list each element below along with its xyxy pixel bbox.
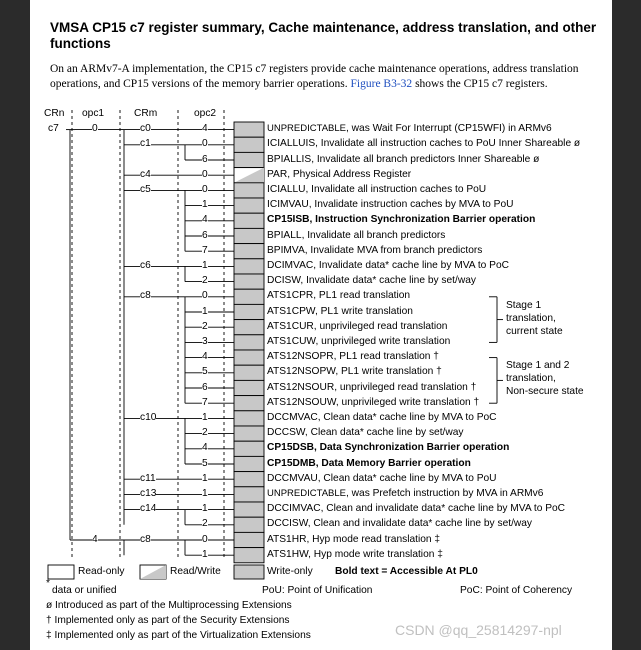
register-description: , unprivileged read translation † bbox=[334, 381, 477, 393]
opc2-value: 0 bbox=[202, 290, 208, 302]
opc2-value: 0 bbox=[202, 183, 208, 195]
register-name: ATS12NSOUR bbox=[267, 381, 335, 393]
register-description: , Data Synchronization Barrier operation bbox=[314, 442, 510, 454]
group-label: Stage 1 and 2 bbox=[506, 360, 570, 372]
register-box bbox=[234, 335, 264, 350]
opc2-value: 2 bbox=[202, 275, 208, 287]
register-desc bbox=[267, 503, 565, 515]
register-description: , Clean data* cache line by MVA to PoC bbox=[317, 411, 497, 423]
crm-value: c1 bbox=[140, 138, 151, 150]
opc2-value: 2 bbox=[202, 320, 208, 332]
register-box bbox=[234, 304, 264, 319]
crm-value: c0 bbox=[140, 123, 151, 135]
note-data-unified: data or unified bbox=[52, 585, 117, 596]
opc2-value: 1 bbox=[202, 548, 208, 560]
opc2-value: 6 bbox=[202, 229, 208, 241]
opc2-value: 1 bbox=[202, 503, 208, 515]
opc2-value: 6 bbox=[202, 381, 208, 393]
register-name: ATS1CPR bbox=[267, 290, 314, 302]
figure-link[interactable]: Figure B3-32 bbox=[350, 78, 413, 90]
opc2-value: 7 bbox=[202, 396, 208, 408]
register-name: ATS1CPW bbox=[267, 305, 315, 317]
register-description: , PL1 write translation † bbox=[335, 366, 442, 378]
register-name: DCCIMVAC bbox=[267, 503, 321, 515]
header-crm: CRm bbox=[134, 108, 158, 119]
register-desc bbox=[267, 442, 509, 454]
register-name: PAR bbox=[267, 168, 288, 180]
legend-read-only-box bbox=[48, 565, 74, 579]
register-desc bbox=[267, 184, 486, 196]
register-box bbox=[234, 320, 264, 335]
header-crn: CRn bbox=[44, 108, 65, 119]
register-box bbox=[234, 426, 264, 441]
register-desc bbox=[267, 245, 482, 257]
register-desc bbox=[267, 154, 539, 166]
register-description: , unprivileged write translation † bbox=[335, 396, 480, 408]
register-description: , unprivileged read translation bbox=[313, 320, 448, 332]
legend-write-only-box bbox=[234, 565, 264, 579]
register-description: , Hyp mode write translation ‡ bbox=[308, 548, 443, 560]
register-box bbox=[234, 365, 264, 380]
page-title: VMSA CP15 c7 register summary, Cache maintenance, address translation, and other functions bbox=[50, 20, 597, 51]
register-name: ATS12NSOUW bbox=[267, 396, 336, 408]
register-description: , unprivileged write translation bbox=[315, 335, 451, 347]
register-description: , Clean data* cache line by MVA to PoU bbox=[317, 472, 497, 484]
opc2-value: 1 bbox=[202, 199, 208, 211]
register-name: ATS1HR bbox=[267, 533, 307, 545]
register-description: , Invalidate all branch predictors bbox=[301, 229, 446, 241]
register-name: DCCSW bbox=[267, 427, 305, 439]
note-star: * bbox=[46, 578, 50, 589]
register-description: , Clean and invalidate data* cache line by MVA to PoC bbox=[320, 503, 566, 515]
register-box bbox=[234, 487, 264, 502]
register-description: , Hyp mode read translation ‡ bbox=[306, 533, 441, 545]
crm-value: c6 bbox=[140, 259, 151, 271]
crm-value: c13 bbox=[140, 487, 157, 499]
register-desc bbox=[267, 290, 410, 302]
register-name: ICIALLU bbox=[267, 183, 306, 195]
crm-value: c8 bbox=[140, 533, 151, 545]
register-box bbox=[234, 122, 264, 137]
register-desc bbox=[267, 230, 445, 242]
register-box bbox=[234, 244, 264, 259]
register-name: ATS1HW bbox=[267, 548, 309, 560]
register-desc bbox=[267, 169, 411, 181]
register-desc bbox=[267, 473, 497, 485]
register-desc bbox=[267, 518, 532, 530]
note-mp: ø Introduced as part of the Multiprocessing Extensions bbox=[46, 600, 292, 611]
register-box bbox=[234, 198, 264, 213]
register-box bbox=[234, 274, 264, 289]
register-desc bbox=[267, 351, 439, 363]
register-name: ATS1CUW bbox=[267, 335, 316, 347]
opc2-value: 5 bbox=[202, 366, 208, 378]
register-desc bbox=[267, 366, 442, 378]
legend-bold-note: Bold text = Accessible At PL0 bbox=[335, 566, 478, 577]
register-name: CP15DMB bbox=[267, 457, 316, 469]
group-label: Stage 1 bbox=[506, 299, 542, 311]
register-name: UNPREDICTABLE bbox=[267, 123, 347, 135]
register-box bbox=[234, 472, 264, 487]
opc2-value: 5 bbox=[202, 457, 208, 469]
register-box bbox=[234, 259, 264, 274]
note-pou: PoU: Point of Unification bbox=[262, 585, 373, 596]
register-box bbox=[234, 152, 264, 167]
register-name: DCCMVAC bbox=[267, 411, 318, 423]
opc2-value: 1 bbox=[202, 411, 208, 423]
register-desc bbox=[267, 306, 413, 318]
register-desc bbox=[267, 488, 543, 500]
register-description: , Invalidate data* cache line by MVA to PoC bbox=[313, 259, 509, 271]
register-desc bbox=[267, 549, 443, 561]
register-name: ATS1CUR bbox=[267, 320, 314, 332]
register-description: , Clean data* cache line by set/way bbox=[304, 427, 464, 439]
crm-value: c10 bbox=[140, 411, 157, 423]
register-name: CP15ISB bbox=[267, 214, 310, 226]
register-desc bbox=[267, 534, 440, 546]
opc2-value: 2 bbox=[202, 518, 208, 530]
register-name: ATS12NSOPR bbox=[267, 351, 334, 363]
header-opc2: opc2 bbox=[194, 108, 217, 119]
opc1-value: 4 bbox=[92, 533, 98, 545]
opc2-value: 1 bbox=[202, 472, 208, 484]
register-desc bbox=[267, 199, 514, 211]
crm-value: c4 bbox=[140, 168, 151, 180]
register-box bbox=[234, 441, 264, 456]
register-name: DCCISW bbox=[267, 518, 308, 530]
crm-value: c5 bbox=[140, 183, 151, 195]
register-name: UNPREDICTABLE bbox=[267, 487, 347, 499]
opc2-value: 6 bbox=[202, 153, 208, 165]
legend-write-only: Write-only bbox=[267, 566, 313, 577]
register-description: , was Prefetch instruction by MVA in ARMv6 bbox=[346, 487, 544, 499]
legend-read-only: Read-only bbox=[78, 566, 125, 577]
register-desc bbox=[267, 214, 535, 226]
register-box bbox=[234, 228, 264, 243]
register-description: , Instruction Synchronization Barrier operation bbox=[309, 214, 536, 226]
note-security: † Implemented only as part of the Security Extensions bbox=[46, 615, 290, 626]
register-description: , Invalidate all branch predictors Inner Shareable ø bbox=[311, 153, 540, 165]
register-desc bbox=[267, 123, 552, 135]
register-description: , PL1 read translation † bbox=[333, 351, 439, 363]
register-name: CP15DSB bbox=[267, 442, 314, 454]
register-box bbox=[234, 289, 264, 304]
register-description: , Invalidate MVA from branch predictors bbox=[304, 244, 483, 256]
legend-read-write: Read/Write bbox=[170, 566, 221, 577]
register-box bbox=[234, 396, 264, 411]
note-poc: PoC: Point of Coherency bbox=[460, 585, 573, 596]
register-box bbox=[234, 548, 264, 563]
intro-text-after: shows the CP15 c7 registers. bbox=[412, 78, 548, 90]
register-description: , Invalidate data* cache line by set/way bbox=[300, 275, 476, 287]
crm-value: c14 bbox=[140, 503, 157, 515]
register-description: , Physical Address Register bbox=[287, 168, 412, 180]
register-box bbox=[234, 380, 264, 395]
register-box bbox=[234, 213, 264, 228]
opc2-value: 2 bbox=[202, 427, 208, 439]
register-description: , PL1 write translation bbox=[314, 305, 413, 317]
crm-value: c8 bbox=[140, 290, 151, 302]
group-label: translation, bbox=[506, 373, 556, 385]
register-description: , Invalidate all instruction caches to PoU bbox=[305, 183, 487, 195]
register-name: ATS12NSOPW bbox=[267, 366, 336, 378]
register-desc bbox=[267, 397, 479, 409]
register-box bbox=[234, 456, 264, 471]
opc2-value: 4 bbox=[202, 351, 208, 363]
opc2-value: 1 bbox=[202, 259, 208, 271]
intro-text-before: On an ARMv7-A implementation, the CP15 c7 registers provide cache maintenance operations, address translation operations, and CP15 versions of the memory barrier operations. bbox=[50, 63, 579, 90]
register-name: ICIMVAU bbox=[267, 199, 309, 211]
register-box bbox=[234, 137, 264, 152]
crm-value: c11 bbox=[140, 472, 156, 484]
register-name: DCIMVAC bbox=[267, 259, 314, 271]
opc2-value: 4 bbox=[202, 214, 208, 226]
register-box bbox=[234, 183, 264, 198]
register-desc bbox=[267, 382, 476, 394]
opc2-value: 0 bbox=[202, 138, 208, 150]
register-description: , Invalidate instruction caches by MVA to PoU bbox=[308, 199, 514, 211]
register-box bbox=[234, 350, 264, 365]
register-name: DCCMVAU bbox=[267, 472, 318, 484]
opc2-value: 3 bbox=[202, 335, 208, 347]
register-description: , Data Memory Barrier operation bbox=[315, 457, 471, 469]
watermark: CSDN @qq_25814297-npl bbox=[395, 622, 562, 638]
register-desc bbox=[267, 336, 450, 348]
register-desc bbox=[267, 260, 509, 272]
register-desc bbox=[267, 458, 471, 470]
crn-value: c7 bbox=[48, 123, 59, 135]
register-name: ICIALLUIS bbox=[267, 138, 316, 150]
register-description: , Clean and invalidate data* cache line by set/way bbox=[307, 518, 533, 530]
register-description: , was Wait For Interrupt (CP15WFI) in ARMv6 bbox=[346, 123, 552, 135]
register-box bbox=[234, 532, 264, 547]
register-desc bbox=[267, 138, 580, 150]
register-desc bbox=[267, 427, 464, 439]
register-name: BPIMVA bbox=[267, 244, 305, 256]
register-name: BPIALL bbox=[267, 229, 302, 241]
opc2-value: 4 bbox=[202, 442, 208, 454]
register-box bbox=[234, 411, 264, 426]
register-desc bbox=[267, 412, 497, 424]
opc2-value: 1 bbox=[202, 487, 208, 499]
register-name: BPIALLIS bbox=[267, 153, 312, 165]
opc2-value: 0 bbox=[202, 533, 208, 545]
group-label: Non-secure state bbox=[506, 386, 584, 398]
opc1-value: 0 bbox=[92, 123, 98, 135]
note-virt: ‡ Implemented only as part of the Virtualization Extensions bbox=[46, 630, 311, 641]
group-label: current state bbox=[506, 325, 563, 337]
group-label: translation, bbox=[506, 312, 556, 324]
register-box bbox=[234, 517, 264, 532]
register-name: DCISW bbox=[267, 275, 301, 287]
opc2-value: 7 bbox=[202, 244, 208, 256]
register-description: , Invalidate all instruction caches to PoU Inner Shareable ø bbox=[315, 138, 581, 150]
register-desc bbox=[267, 321, 447, 333]
opc2-value: 0 bbox=[202, 168, 208, 180]
header-opc1: opc1 bbox=[82, 108, 105, 119]
register-box bbox=[234, 502, 264, 517]
opc2-value: 1 bbox=[202, 305, 208, 317]
register-description: , PL1 read translation bbox=[313, 290, 411, 302]
register-desc bbox=[267, 275, 476, 287]
opc2-value: 4 bbox=[202, 123, 208, 135]
